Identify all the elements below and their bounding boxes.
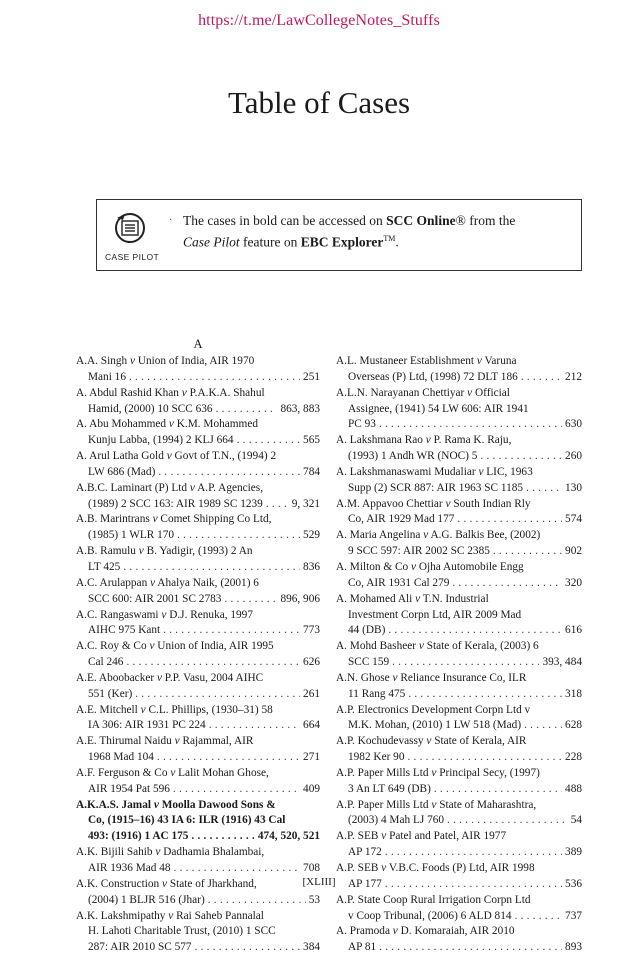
citation-text: LW 686 (Mad) — [88, 465, 156, 478]
case-citation — [336, 909, 582, 925]
page-reference: 630 — [565, 418, 582, 431]
case-entry — [336, 798, 582, 830]
case-name: A.E. Thirumal Naidu v Rajammal, AIR — [76, 735, 254, 748]
case-citation — [76, 655, 320, 671]
citation-text: 3 An LT 649 (DB) — [348, 782, 431, 795]
citation-text: Co, AIR 1929 Mad 177 — [348, 513, 455, 526]
case-citation — [336, 481, 582, 497]
case-entry — [76, 354, 320, 386]
citation-text: Cal 246 — [88, 656, 124, 669]
case-citation — [336, 845, 582, 861]
citation-text: SCC 600: AIR 2001 SC 2783 — [88, 592, 222, 605]
page-reference: 664 — [303, 719, 320, 732]
citation-text: 493: (1916) 1 AC 175 — [88, 830, 189, 843]
dot-leader — [385, 845, 562, 861]
case-name: A. Abu Mohammed v K.M. Mohammed — [76, 418, 259, 431]
citation-text: (1993) 1 Andh WR (NOC) 5 — [348, 450, 478, 463]
case-citation — [76, 560, 320, 576]
case-name: A.M. Appavoo Chettiar v South Indian Rly — [336, 497, 531, 510]
case-name: A.P. State Coop Rural Irrigation Corpn Ltd — [336, 893, 531, 906]
page-reference: 626 — [303, 656, 320, 669]
case-name: A.C. Roy & Co v Union of India, AIR 1995 — [76, 640, 274, 653]
citation-text: 287: AIR 2010 SC 577 — [88, 941, 192, 954]
citation-text: (1985) 1 WLR 170 — [88, 529, 175, 542]
case-name: A.B. Marintrans v Comet Shipping Co Ltd, — [76, 513, 272, 526]
case-entry — [76, 386, 320, 418]
case-citation — [76, 829, 320, 845]
case-name: A.P. SEB v Patel and Patel, AIR 1977 — [336, 830, 507, 843]
dot-leader — [129, 370, 300, 386]
case-entry — [76, 766, 320, 798]
case-citation — [76, 497, 320, 513]
case-citation — [336, 718, 582, 734]
case-citation — [76, 718, 320, 734]
case-pilot-notice — [96, 199, 582, 271]
cases-column-left — [76, 334, 320, 956]
case-name: A.E. Aboobacker v P.P. Vasu, 2004 AIHC — [76, 671, 264, 684]
dot-leader — [408, 687, 562, 703]
page-reference: 474, 520, 521 — [257, 830, 320, 843]
page-reference: 320 — [565, 576, 582, 589]
case-name: A. Maria Angelina v A.G. Balkis Bee, (2002) — [336, 529, 541, 542]
citation-text: IA 306: AIR 1931 PC 224 — [88, 719, 206, 732]
case-citation-line: Co, (1915–16) 43 IA 6: ILR (1916) 43 Cal — [88, 814, 286, 827]
dot-leader — [157, 750, 300, 766]
case-citation — [336, 782, 582, 798]
case-citation — [76, 433, 320, 449]
citation-text: PC 93 — [348, 418, 376, 431]
page-reference: 529 — [303, 529, 320, 542]
case-entry — [76, 703, 320, 735]
case-entry — [76, 798, 320, 846]
citation-text: LT 425 — [88, 560, 121, 573]
case-name: A.K. Construction v State of Jharkhand, — [76, 877, 257, 890]
case-entry — [76, 512, 320, 544]
case-name: A.K. Lakshmipathy v Rai Saheb Pannalal — [76, 909, 264, 922]
case-pilot-line-1: The cases in bold can be accessed on SCC Online® from the — [183, 213, 516, 228]
section-letter: A — [193, 337, 203, 351]
case-entry — [76, 671, 320, 703]
page-reference: 260 — [565, 450, 582, 463]
case-name: A.C. Arulappan v Ahalya Naik, (2001) 6 — [76, 576, 259, 589]
case-entry — [336, 386, 582, 434]
citation-text: AP 177 — [348, 877, 382, 890]
case-name: A. Milton & Co v Ojha Automobile Engg — [336, 560, 524, 573]
case-citation — [76, 370, 320, 386]
citation-text: (2004) 1 BLJR 516 (Jhar) — [88, 893, 205, 906]
case-entry — [336, 560, 582, 592]
dot-leader — [173, 782, 300, 798]
page-reference: 737 — [565, 909, 582, 922]
citation-text: Supp (2) SCR 887: AIR 1963 SC 1185 — [348, 481, 524, 494]
citation-text: 1982 Ker 90 — [348, 751, 405, 764]
case-name: A.B. Ramulu v B. Yadigir, (1993) 2 An — [76, 545, 253, 558]
case-citation — [76, 465, 320, 481]
case-name: A. Abdul Rashid Khan v P.A.K.A. Shahul — [76, 386, 265, 399]
case-name: A.P. Paper Mills Ltd v State of Maharashtra, — [336, 798, 537, 811]
page-reference: 836 — [303, 560, 320, 573]
case-citation — [336, 370, 582, 386]
citation-text: Mani 16 — [88, 370, 126, 383]
case-citation — [336, 655, 582, 671]
page-reference: 488 — [565, 782, 582, 795]
case-entry — [336, 766, 582, 798]
case-citation — [76, 402, 320, 418]
case-pilot-caption: CASE PILOT — [105, 252, 160, 262]
page-reference: 893 — [565, 941, 582, 954]
case-entry — [336, 528, 582, 560]
case-citation — [336, 417, 582, 433]
page-reference: 212 — [565, 370, 582, 383]
case-name: A.P. Paper Mills Ltd v Principal Secy, (1997) — [336, 766, 540, 779]
dot-leader — [195, 940, 300, 956]
citation-text: 9 SCC 597: AIR 2002 SC 2385 — [348, 545, 490, 558]
case-entry — [76, 576, 320, 608]
citation-text: AIR 1954 Pat 596 — [88, 782, 170, 795]
page-title: Table of Cases — [227, 85, 411, 120]
case-citation — [336, 512, 582, 528]
dot-leader — [493, 544, 562, 560]
page-reference: 628 — [565, 719, 582, 732]
case-entry — [336, 924, 582, 956]
case-citation — [336, 940, 582, 956]
dot-leader — [379, 417, 562, 433]
page-reference: 389 — [565, 846, 582, 859]
case-name: A.N. Ghose v Reliance Insurance Co, ILR — [336, 671, 527, 684]
citation-text: 11 Rang 475 — [348, 687, 406, 700]
dot-leader — [123, 560, 300, 576]
dot-leader — [135, 687, 300, 703]
case-name: A.K.A.S. Jamal v Moolla Dawood Sons & — [76, 798, 276, 811]
page-reference: 616 — [565, 624, 582, 637]
case-name: A.E. Mitchell v C.L. Phillips, (1930–31) 58 — [76, 703, 273, 716]
case-entry — [336, 433, 582, 465]
page-reference: 251 — [303, 370, 320, 383]
dot-leader — [521, 370, 562, 386]
cases-column-right — [336, 334, 582, 956]
case-name: A. Lakshmanaswami Mudaliar v LIC, 1963 — [336, 465, 533, 478]
case-citation — [336, 623, 582, 639]
page-reference: 393, 484 — [542, 656, 582, 669]
case-citation — [336, 813, 582, 829]
case-entry — [76, 845, 320, 877]
dot-leader — [526, 481, 562, 497]
bullet-mark: · — [169, 215, 173, 226]
page-reference: 902 — [565, 545, 582, 558]
case-entry — [336, 703, 582, 735]
case-entry — [336, 671, 582, 703]
case-citation — [76, 861, 320, 877]
case-name: A.F. Ferguson & Co v Lalit Mohan Ghose, — [76, 766, 269, 779]
case-name: A. Mohd Basheer v State of Kerala, (2003) 6 — [336, 640, 539, 653]
case-name: A.P. SEB v V.B.C. Foods (P) Ltd, AIR 1998 — [336, 862, 535, 874]
dot-leader — [457, 512, 562, 528]
case-entry — [336, 639, 582, 671]
case-name: A.B.C. Laminart (P) Ltd v A.P. Agencies, — [76, 481, 264, 494]
case-name: A.K. Bijili Sahib v Dadhamia Bhalambai, — [76, 846, 265, 859]
citation-text: Hamid, (2000) 10 SCC 636 — [88, 402, 213, 415]
dot-leader — [452, 576, 562, 592]
case-entry — [76, 639, 320, 671]
case-entry — [336, 592, 582, 640]
page-reference: 130 — [565, 481, 582, 494]
page-reference: 384 — [303, 941, 320, 954]
case-name: A. Pramoda v D. Komaraiah, AIR 2010 — [336, 925, 515, 938]
dot-leader — [434, 782, 562, 798]
citation-text: 44 (DB) — [348, 624, 386, 637]
page-reference: 536 — [565, 877, 582, 890]
case-citation — [76, 528, 320, 544]
case-citation — [76, 893, 320, 909]
dot-leader — [126, 655, 300, 671]
dot-leader — [224, 592, 277, 608]
case-name: A. Mohamed Ali v T.N. Industrial — [336, 592, 489, 605]
dot-leader — [407, 750, 562, 766]
dot-leader — [447, 813, 568, 829]
page-reference: 863, 883 — [280, 402, 320, 415]
case-name: A. Lakshmana Rao v P. Rama K. Raju, — [336, 434, 512, 447]
citation-text: (1989) 2 SCC 163: AIR 1989 SC 1239 — [88, 497, 263, 510]
case-citation — [336, 576, 582, 592]
case-citation-line: Investment Corpn Ltd, AIR 2009 Mad — [348, 608, 522, 621]
dot-leader — [237, 433, 300, 449]
page-reference: 574 — [565, 513, 582, 526]
citation-text: AIR 1936 Mad 48 — [88, 862, 171, 874]
page-reference: 565 — [303, 434, 320, 447]
page-reference: 53 — [308, 893, 320, 906]
case-citation — [76, 782, 320, 798]
case-pilot-icon — [113, 210, 147, 244]
case-citation — [336, 449, 582, 465]
citation-text: Overseas (P) Ltd, (1998) 72 DLT 186 — [348, 370, 518, 383]
case-name: A.L. Mustaneer Establishment v Varuna — [336, 355, 517, 367]
page-reference: 773 — [303, 624, 320, 637]
citation-text: v Coop Tribunal, (2006) 6 ALD 814 — [348, 909, 512, 922]
case-entry — [336, 829, 582, 861]
case-entry — [336, 893, 582, 925]
case-citation — [76, 623, 320, 639]
page-reference: 54 — [570, 814, 582, 827]
page-reference: 409 — [303, 782, 320, 795]
case-pilot-text — [183, 212, 573, 252]
telegram-link[interactable]: https://t.me/LawCollegeNotes_Stuffs — [198, 12, 440, 29]
citation-text: AIHC 975 Kant — [88, 624, 161, 637]
dot-leader — [480, 449, 562, 465]
citation-text: Co, AIR 1931 Cal 279 — [348, 576, 450, 589]
dot-leader — [158, 465, 300, 481]
case-name: A.A. Singh v Union of India, AIR 1970 — [76, 355, 255, 367]
case-citation — [336, 750, 582, 766]
page-reference: 9, 321 — [291, 497, 320, 510]
case-citation — [76, 750, 320, 766]
citation-text: 1968 Mad 104 — [88, 751, 154, 764]
dot-leader — [524, 718, 562, 734]
dot-leader — [266, 497, 289, 513]
case-entry — [76, 734, 320, 766]
case-citation-line: H. Lahoti Charitable Trust, (2010) 1 SCC — [88, 925, 276, 938]
page-reference: 708 — [303, 862, 320, 874]
case-entry — [76, 417, 320, 449]
case-entry — [76, 449, 320, 481]
case-name: A.C. Rangaswami v D.J. Renuka, 1997 — [76, 608, 253, 621]
dot-leader — [174, 861, 301, 877]
dot-leader — [388, 623, 562, 639]
dot-leader — [163, 623, 300, 639]
case-entry — [336, 465, 582, 497]
case-entry — [76, 909, 320, 956]
dot-leader — [191, 829, 254, 845]
page-reference: 261 — [303, 687, 320, 700]
page-number: [XLIII] — [302, 876, 336, 888]
case-citation-line: Assignee, (1941) 54 LW 606: AIR 1941 — [348, 402, 529, 415]
dot-leader — [208, 893, 306, 909]
dot-leader — [177, 528, 300, 544]
case-entry — [336, 497, 582, 529]
dot-leader — [392, 655, 539, 671]
dot-leader — [216, 402, 278, 418]
case-entry — [76, 608, 320, 640]
case-citation — [336, 544, 582, 560]
case-citation — [336, 687, 582, 703]
citation-text: (2003) 4 Mah LJ 760 — [348, 814, 445, 827]
page-reference: 228 — [565, 751, 582, 764]
column-spacer — [336, 334, 582, 354]
dot-leader — [515, 909, 563, 925]
case-name: A.P. Electronics Development Corpn Ltd v — [336, 703, 531, 716]
case-entry — [336, 354, 582, 386]
case-citation — [76, 687, 320, 703]
case-entry — [336, 734, 582, 766]
citation-text: SCC 159 — [348, 656, 390, 669]
dot-leader — [209, 718, 300, 734]
case-name: A. Arul Latha Gold v Govt of T.N., (1994) 2 — [76, 450, 277, 463]
citation-text: M.K. Mohan, (2010) 1 LW 518 (Mad) — [348, 719, 522, 732]
case-entry — [76, 481, 320, 513]
page-reference: 896, 906 — [280, 592, 320, 605]
citation-text: AP 81 — [348, 941, 377, 954]
page-reference: 318 — [565, 687, 582, 700]
citation-text: Kunju Labba, (1994) 2 KLJ 664 — [88, 434, 234, 447]
case-pilot-line-2: Case Pilot feature on EBC Explorer™. — [183, 234, 399, 250]
case-name: A.P. Kochudevassy v State of Kerala, AIR — [336, 735, 527, 748]
page-reference: 271 — [303, 751, 320, 764]
dot-leader — [379, 940, 562, 956]
citation-text: 551 (Ker) — [88, 687, 133, 700]
case-entry — [76, 544, 320, 576]
case-citation — [76, 592, 320, 608]
citation-text: AP 172 — [348, 846, 382, 859]
case-name: A.L.N. Narayanan Chettiyar v Official — [336, 386, 510, 399]
case-citation — [76, 940, 320, 956]
page-reference: 784 — [303, 465, 320, 478]
